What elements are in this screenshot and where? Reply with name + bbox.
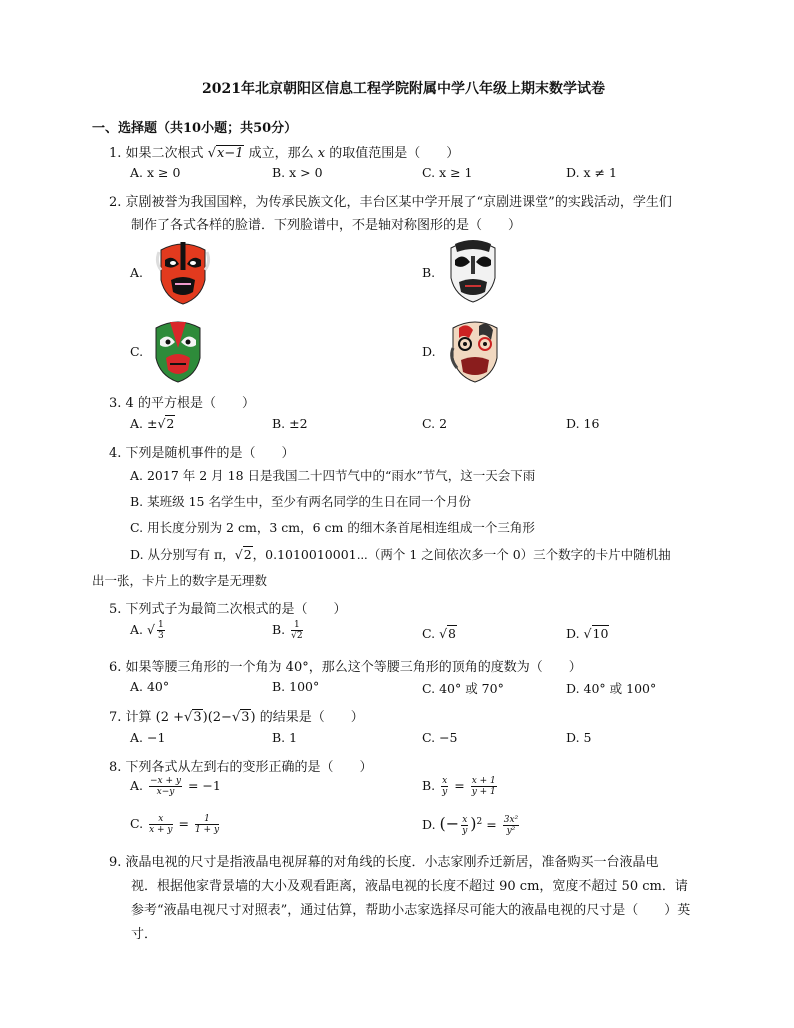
q3-option-c[interactable]: C. 2 [422,416,448,431]
q4-option-d-continued: 出一张，卡片上的数字是无理数 [92,573,268,588]
q4-option-c[interactable]: C. 用长度分别为 2 cm，3 cm，6 cm 的细木条首尾相连组成一个三角形 [130,520,535,535]
q5-option-a[interactable]: A. √ $\frac{1}{3}$ [130,620,164,641]
q1-option-d[interactable]: D. x ≠ 1 [566,165,617,180]
q3-option-b[interactable]: B. ±2 [272,416,308,431]
opera-mask-c-image[interactable] [150,318,206,384]
fraction: $\frac{1}{3}$ [157,620,164,641]
q8-option-c[interactable]: C. $\frac{x}{x + y}$ = $\frac{1}{1 + y}$ [130,814,220,835]
page-title: 2021年北京朝阳区信息工程学院附属中学八年级上期末数学试卷 [202,81,605,97]
q1-option-c[interactable]: C. x ≥ 1 [422,165,473,180]
question-9-line-1: 9. 液晶电视的尺寸是指液晶电视屏幕的对角线的长度．小志家刚乔迁新居，准备购买一台液晶电 [109,855,659,870]
q6-option-d[interactable]: D. 40° 或 100° [566,681,657,696]
q2-option-b[interactable]: B. [422,265,436,280]
q5-option-b[interactable]: B. $\frac{1}{√2}$ [272,620,303,641]
q5-option-c[interactable]: C. √8 [422,626,456,641]
q2-option-a[interactable]: A. [130,265,144,280]
q2-option-c[interactable]: C. [130,344,144,359]
q8-option-a[interactable]: A. $\frac{-x + y}{x-y}$ = −1 [130,776,221,797]
fraction: $\frac{-x + y}{x-y}$ [150,776,181,797]
question-9-line-3: 参考“液晶电视尺寸对照表”，通过估算，帮助小志家选择尽可能大的液晶电视的尺寸是（ ）英 [131,903,691,918]
question-2-line-2: 制作了各式各样的脸谱．下列脸谱中，不是轴对称图形的是（ ） [131,218,522,233]
opera-mask-d-image[interactable] [447,318,503,384]
fraction: $\frac{x}{x + y}$ [149,814,173,835]
q7-option-c[interactable]: C. −5 [422,730,458,745]
q7-option-d[interactable]: D. 5 [566,730,592,745]
q4-option-d[interactable]: D. 从分别写有 π，√2，0.1010010001⋯（两个 1 之间依次多一个 0）三个数字的卡片中随机抽 [130,547,671,562]
q7-option-a[interactable]: A. −1 [130,730,166,745]
question-7: 7. 计算 (2 +√3)(2−√3) 的结果是（ ） [109,710,364,725]
q6-option-a[interactable]: A. 40° [130,679,170,694]
q1-option-b[interactable]: B. x > 0 [272,165,323,180]
opera-mask-a-image[interactable] [155,240,211,306]
question-2-line-1: 2. 京剧被誉为我国国粹，为传承民族文化，丰台区某中学开展了“京剧进课堂”的实践活动，学生们 [109,195,672,210]
fraction: $\frac{x + 1}{y + 1}$ [471,776,496,797]
question-4: 4. 下列是随机事件的是（ ） [109,446,295,461]
q5-option-d[interactable]: D. √10 [566,626,609,641]
fraction: $\frac{x}{y}$ [442,776,448,797]
q4-option-a[interactable]: A. 2017 年 2 月 18 日是我国二十四节气中的“雨水”节气，这一天会下雨 [130,468,536,483]
question-6: 6. 如果等腰三角形的一个角为 40°，那么这个等腰三角形的顶角的度数为（ ） [109,660,582,675]
fraction: $\frac{1}{√2}$ [291,620,303,641]
question-5: 5. 下列式子为最简二次根式的是（ ） [109,602,347,617]
q6-option-c[interactable]: C. 40° 或 70° [422,681,504,696]
fraction: $\frac{x}{y}$ [462,815,468,836]
fraction: $\frac{1}{1 + y}$ [194,814,220,835]
section-heading: 一、选择题（共10小题；共50分） [92,121,298,136]
q3-option-d[interactable]: D. 16 [566,416,600,431]
q2-option-d[interactable]: D. [422,344,436,359]
question-8: 8. 下列各式从左到右的变形正确的是（ ） [109,760,373,775]
q1-option-a[interactable]: A. x ≥ 0 [130,165,181,180]
q8-option-d[interactable]: D. (− $\frac{x}{y}$ )$^2$ = $\frac{\text{3x²}}{\text{y²}}$ [422,814,519,836]
q3-option-a[interactable]: A. ±√2 [130,416,175,431]
question-9-line-4: 寸． [131,927,158,942]
question-1: 1. 如果二次根式 √x−1 成立，那么 x 的取值范围是（ ） [109,146,460,161]
question-3: 3. 4 的平方根是（ ） [109,396,255,411]
q7-option-b[interactable]: B. 1 [272,730,298,745]
q4-option-b[interactable]: B. 某班级 15 名学生中，至少有两名同学的生日在同一个月份 [130,494,471,509]
q6-option-b[interactable]: B. 100° [272,679,320,694]
opera-mask-b-image[interactable] [445,238,501,304]
q8-option-b[interactable]: B. $\frac{x}{y}$ = $\frac{x + 1}{y + 1}$ [422,776,496,797]
fraction: $\frac{\text{3x²}}{\text{y²}}$ [503,815,519,836]
question-9-line-2: 视．根据他家背景墙的大小及观看距离，液晶电视的长度不超过 90 cm，宽度不超过 50 cm．请 [131,879,688,894]
